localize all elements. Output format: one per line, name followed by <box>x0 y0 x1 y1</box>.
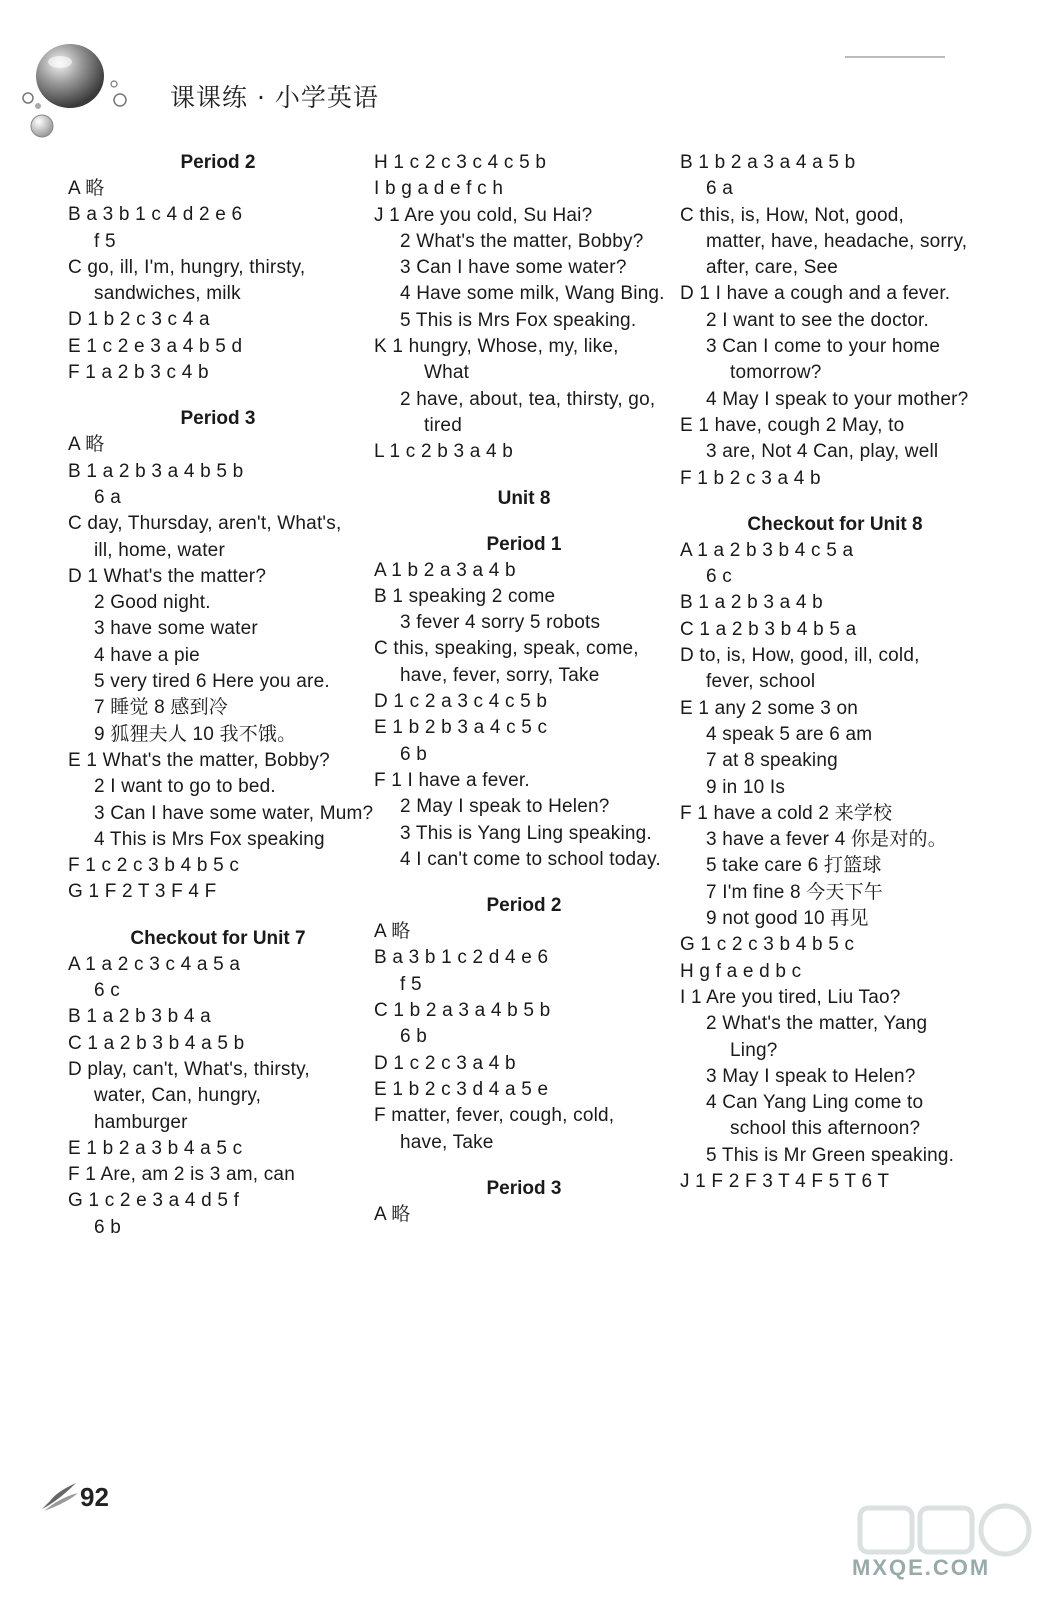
answer-line: D to, is, How, good, ill, cold, <box>680 645 920 667</box>
answer-line: C go, ill, I'm, hungry, thirsty, <box>68 256 306 278</box>
answer-line: fever, school <box>706 671 816 693</box>
answer-line: B a 3 b 1 c 4 d 2 e 6 <box>68 204 243 226</box>
answer-line: 9 not good 10 再见 <box>706 908 869 930</box>
answer-line: 7 睡觉 8 感到冷 <box>94 697 228 719</box>
answer-line: E 1 have, cough 2 May, to <box>680 414 905 436</box>
answer-line: 3 fever 4 sorry 5 robots <box>400 612 601 634</box>
answer-line: J 1 F 2 F 3 T 4 F 5 T 6 T <box>680 1170 890 1192</box>
header-rule <box>845 56 945 58</box>
answer-line: 6 b <box>94 1216 122 1238</box>
answer-line: C 1 a 2 b 3 b 4 b 5 a <box>680 618 857 640</box>
answer-line: 3 are, Not 4 Can, play, well <box>706 441 939 463</box>
answer-line: 3 have a fever 4 你是对的。 <box>706 829 947 851</box>
page-number: 92 <box>80 1482 109 1512</box>
answer-line: 9 in 10 Is <box>706 776 786 798</box>
answer-line: 6 b <box>400 743 428 765</box>
answer-line: B a 3 b 1 c 2 d 4 e 6 <box>374 947 549 969</box>
answer-line: C 1 b 2 a 3 a 4 b 5 b <box>374 1000 551 1022</box>
answer-line: have, fever, sorry, Take <box>400 664 600 686</box>
answer-line: 5 This is Mr Green speaking. <box>706 1144 955 1166</box>
answer-line: after, care, See <box>706 257 839 279</box>
answer-line: E 1 What's the matter, Bobby? <box>68 749 330 771</box>
answer-line: G 1 c 2 e 3 a 4 d 5 f <box>68 1190 240 1212</box>
feather-icon <box>40 1479 80 1513</box>
answer-column-middle <box>374 150 674 1228</box>
answer-column-right <box>680 150 990 1195</box>
answer-line: C this, speaking, speak, come, <box>374 638 639 660</box>
book-title: 课课练 · 小学英语 <box>170 83 379 112</box>
answer-line: 3 Can I have some water, Mum? <box>94 802 374 824</box>
answer-line: school this afternoon? <box>730 1118 921 1140</box>
answer-line: sandwiches, milk <box>94 283 241 305</box>
answer-line: H 1 c 2 c 3 c 4 c 5 b <box>374 152 547 173</box>
answer-line: D 1 c 2 c 3 a 4 b <box>374 1052 516 1074</box>
answer-line: C day, Thursday, aren't, What's, <box>68 513 342 535</box>
answer-line: A 略 <box>68 434 105 456</box>
answer-line: F 1 c 2 c 3 b 4 b 5 c <box>68 855 240 877</box>
answer-line: B 1 speaking 2 come <box>374 585 556 607</box>
answer-line: 4 May I speak to your mother? <box>706 388 969 410</box>
answer-line: 3 Can I have some water? <box>400 257 627 279</box>
answer-line: 9 狐狸夫人 10 我不饿。 <box>94 723 297 745</box>
answer-line: 2 May I speak to Helen? <box>400 796 610 818</box>
answer-line: 3 May I speak to Helen? <box>706 1065 916 1087</box>
answer-line: E 1 any 2 some 3 on <box>680 697 859 719</box>
answer-line: ill, home, water <box>94 539 225 561</box>
answer-line: 4 have a pie <box>94 644 200 666</box>
answer-line: 7 at 8 speaking <box>706 750 838 772</box>
answer-line: D 1 c 2 a 3 c 4 c 5 b <box>374 691 548 713</box>
answer-line: 2 Good night. <box>94 592 211 614</box>
answer-line: B 1 b 2 a 3 a 4 a 5 b <box>680 152 856 173</box>
answer-line: J 1 Are you cold, Su Hai? <box>374 204 593 226</box>
answer-line: 2 I want to see the doctor. <box>706 309 929 331</box>
answer-line: 2 What's the matter, Bobby? <box>400 230 644 252</box>
answer-line: C this, is, How, Not, good, <box>680 204 904 226</box>
answer-line: F 1 b 2 c 3 a 4 b <box>680 467 821 489</box>
answer-line: I 1 Are you tired, Liu Tao? <box>680 986 901 1008</box>
answer-line: 6 c <box>94 980 120 1002</box>
answer-line: D play, can't, What's, thirsty, <box>68 1058 310 1080</box>
answer-line: Ling? <box>730 1039 778 1061</box>
answer-line: 4 speak 5 are 6 am <box>706 723 873 745</box>
answer-line: 6 b <box>400 1026 428 1048</box>
answer-line: 5 This is Mrs Fox speaking. <box>400 309 637 331</box>
answer-line: 3 This is Yang Ling speaking. <box>400 822 652 844</box>
answer-line: B 1 a 2 b 3 a 4 b 5 b <box>68 460 244 482</box>
answer-line: G 1 c 2 c 3 b 4 b 5 c <box>680 934 855 956</box>
answer-line: F 1 Are, am 2 is 3 am, can <box>68 1164 295 1186</box>
answer-line: K 1 hungry, Whose, my, like, <box>374 336 619 358</box>
answer-line: f 5 <box>94 230 116 252</box>
answer-line: A 1 a 2 b 3 b 4 c 5 a <box>680 539 854 561</box>
answer-line: 6 a <box>94 486 122 508</box>
answer-line: D 1 I have a cough and a fever. <box>680 283 951 305</box>
section-heading: Period 3 <box>486 1177 562 1199</box>
answer-line: hamburger <box>94 1111 188 1133</box>
answer-line: D 1 What's the matter? <box>68 565 267 587</box>
section-gap <box>374 466 674 486</box>
section-gap <box>68 386 368 406</box>
answer-line: f 5 <box>400 973 422 995</box>
answer-line: tired <box>424 414 462 436</box>
answer-line: E 1 b 2 b 3 a 4 c 5 c <box>374 717 548 739</box>
answer-line: H g f a e d b c <box>680 960 802 982</box>
answer-line: E 1 c 2 e 3 a 4 b 5 d <box>68 335 243 357</box>
watermark-text: MXQE.COM <box>852 1555 991 1580</box>
section-gap <box>680 492 990 512</box>
section-heading: Checkout for Unit 8 <box>747 513 923 535</box>
section-heading: Checkout for Unit 7 <box>130 927 306 949</box>
bubble-logo-icon <box>18 38 138 138</box>
answer-line: 6 a <box>706 178 734 200</box>
answer-line: I b g a d e f c h <box>374 178 504 200</box>
answer-line: A 略 <box>374 921 411 943</box>
page-header <box>0 0 1053 150</box>
section-heading: Period 2 <box>486 895 562 917</box>
answer-line: E 1 b 2 c 3 d 4 a 5 e <box>374 1078 549 1100</box>
answer-line: F 1 I have a fever. <box>374 769 530 791</box>
answer-line: A 略 <box>68 178 105 199</box>
answer-line: 6 c <box>706 566 732 588</box>
section-heading: Period 2 <box>180 152 256 173</box>
answer-line: 5 take care 6 打篮球 <box>706 855 882 877</box>
answer-line: E 1 b 2 a 3 b 4 a 5 c <box>68 1137 243 1159</box>
section-heading: Period 1 <box>486 533 562 555</box>
section-heading: Period 3 <box>180 408 256 430</box>
section-gap <box>374 873 674 893</box>
answer-line: tomorrow? <box>730 362 822 384</box>
answer-line: 4 This is Mrs Fox speaking <box>94 828 325 850</box>
answer-line: B 1 a 2 b 3 b 4 a <box>68 1006 211 1028</box>
answer-line: C 1 a 2 b 3 b 4 a 5 b <box>68 1032 245 1054</box>
answer-line: D 1 b 2 c 3 c 4 a <box>68 309 210 331</box>
answer-line: 2 have, about, tea, thirsty, go, <box>400 388 656 410</box>
section-heading: Unit 8 <box>497 487 551 509</box>
answer-line: F matter, fever, cough, cold, <box>374 1105 615 1127</box>
answer-line: 4 I can't come to school today. <box>400 848 661 870</box>
section-gap <box>374 512 674 532</box>
answer-line: What <box>424 362 470 384</box>
answer-line: A 1 a 2 c 3 c 4 a 5 a <box>68 953 241 975</box>
answer-line: 4 Can Yang Ling come to <box>706 1092 924 1114</box>
answer-line: B 1 a 2 b 3 a 4 b <box>680 592 823 614</box>
answer-line: 5 very tired 6 Here you are. <box>94 671 330 693</box>
answer-line: A 略 <box>374 1203 411 1225</box>
section-gap <box>68 906 368 926</box>
answer-line: G 1 F 2 T 3 F 4 F <box>68 881 217 903</box>
answer-line: 3 Can I come to your home <box>706 336 941 358</box>
answer-column-left <box>68 150 374 1241</box>
answer-line: 2 What's the matter, Yang <box>706 1013 928 1035</box>
section-gap <box>374 1156 674 1176</box>
answer-line: have, Take <box>400 1131 494 1153</box>
answer-line: A 1 b 2 a 3 a 4 b <box>374 559 516 581</box>
answer-line: F 1 have a cold 2 来学校 <box>680 802 893 824</box>
answer-line: F 1 a 2 b 3 c 4 b <box>68 362 209 384</box>
answer-line: water, Can, hungry, <box>94 1085 262 1107</box>
answer-line: 3 have some water <box>94 618 258 640</box>
answer-line: 2 I want to go to bed. <box>94 776 276 798</box>
answer-line: 4 Have some milk, Wang Bing. <box>400 283 665 305</box>
answer-line: 7 I'm fine 8 今天下午 <box>706 881 884 903</box>
answer-line: matter, have, headache, sorry, <box>706 230 968 252</box>
answer-line: L 1 c 2 b 3 a 4 b <box>374 441 513 463</box>
